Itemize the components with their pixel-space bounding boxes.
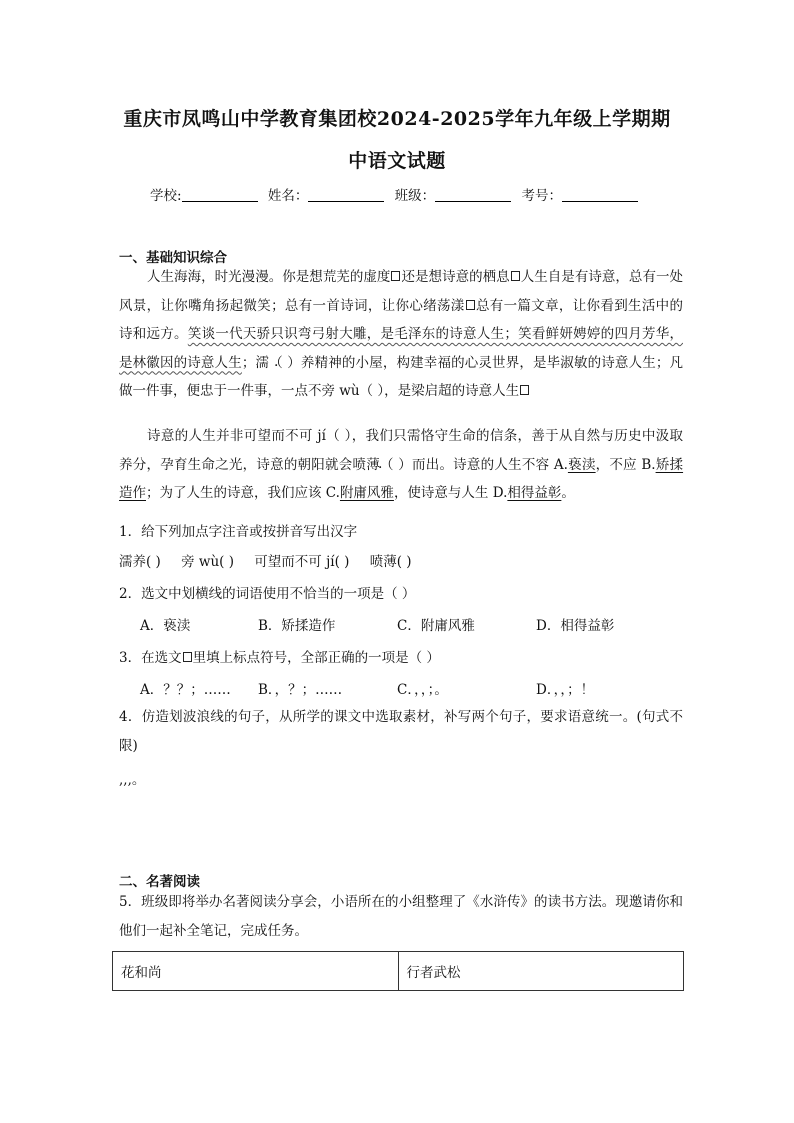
q2-option-b[interactable]: B．矫揉造作	[258, 618, 336, 634]
p2-text-e: ，使诗意与人生 D.	[393, 485, 508, 501]
q3-stem-head: 3．在选文	[119, 650, 182, 666]
reading-notes-table	[112, 951, 684, 991]
question-1-items	[119, 550, 412, 570]
exam-number-field[interactable]	[562, 187, 638, 202]
passage-paragraph-1	[119, 263, 683, 406]
name-field[interactable]	[308, 187, 384, 202]
wavy-underlined-sentence: 笑谈一代天骄只识弯弓射大雕，是毛泽东的诗意人生；笑看鲜妍娉婷的四月芳华，是林徽因的诗意人生	[119, 326, 683, 371]
question-4-answer-line[interactable]: ,,,。	[119, 772, 146, 788]
punctuation-box	[511, 271, 520, 281]
table-cell-hua-heshang: 花和尚	[113, 952, 399, 991]
exam-number-label: 考号：	[521, 188, 562, 204]
underlined-word-a: 亵渎	[567, 456, 596, 473]
underlined-word-d: 相得益彰	[507, 485, 562, 501]
p2-text-c: ，不应 B.	[595, 456, 656, 473]
student-info-line	[0, 184, 794, 204]
class-field[interactable]	[435, 187, 511, 202]
punctuation-box	[520, 385, 529, 395]
exam-title-line2: 中语文试题	[348, 150, 446, 172]
p2-text-f: 。	[561, 485, 575, 501]
punctuation-box	[466, 300, 475, 310]
table-cell-wu-song: 行者武松	[398, 952, 684, 991]
p1-text-d: 总有一篇文章，让你看到生活中的诗和远方。	[119, 297, 683, 342]
underlined-word-b: 矫揉造作	[119, 456, 684, 501]
q1-item-4[interactable]: 喷薄( )	[369, 554, 412, 570]
p1-text-c: 人生自是有诗意，总有一处风景，让你嘴角扬起微笑；总有一首诗词，让你心绪荡漾	[119, 269, 684, 314]
table-row	[113, 952, 684, 991]
punctuation-box	[391, 271, 400, 281]
punctuation-box	[183, 652, 192, 662]
q1-item-1[interactable]: 濡养( )	[119, 554, 161, 570]
p2-text-b: （ ）而出。诗意的人生不容 A.	[379, 456, 568, 473]
exam-title-line1: 重庆市凤鸣山中学教育集团校2024-2025学年九年级上学期期	[123, 108, 671, 130]
q1-item-3[interactable]: 可望而不可 jí( )	[254, 554, 350, 570]
p1-text-f: （ ）养精神的小屋，构建幸福的心灵世界，是毕淑敏的诗意人生；凡做一件事，便忠于一件事，一点不旁 wù（ ），是梁启超的诗意人生	[119, 354, 684, 399]
section2-heading: 二、名著阅读	[119, 874, 200, 890]
underlined-word-c: 附庸风雅	[339, 485, 394, 501]
question-2-stem: 2．选文中划横线的词语使用不恰当的一项是（ ）	[119, 586, 416, 602]
p2-text-a: 诗意的人生并非可望而不可 jí（ ），我们只需恪守生命的信条，善于从自然与历史中汲取养分，孕育生命之光，诗意的朝阳就会	[119, 428, 683, 473]
q3-stem-tail: 里填上标点符号，全部正确的一项是（ ）	[192, 650, 440, 666]
p2-text-d: ；为了人生的诗意，我们应该 C.	[146, 485, 340, 501]
school-label: 学校:	[150, 188, 182, 204]
passage-paragraph-2	[119, 422, 683, 508]
class-label: 班级：	[394, 188, 436, 204]
name-label: 姓名：	[267, 188, 309, 204]
q1-item-2[interactable]: 旁 wù( )	[181, 554, 234, 570]
q3-option-c[interactable]: C．，，；。	[397, 682, 448, 698]
dotted-char-ru: 濡 ·	[255, 355, 269, 371]
q3-option-a[interactable]: A．？？；……	[140, 682, 231, 698]
q2-option-c[interactable]: C．附庸风雅	[397, 618, 475, 634]
dotted-word-penbo: 喷薄 ·	[353, 457, 380, 473]
question-3-stem	[119, 646, 440, 666]
p1-text-b: 还是想诗意的栖息	[401, 269, 510, 285]
q2-option-a[interactable]: A．亵渎	[140, 618, 191, 634]
question-5-stem: 5．班级即将举办名著阅读分享会，小语所在的小组整理了《水浒传》的读书方法。现邀请你和他们一起补全笔记，完成任务。	[119, 894, 683, 939]
school-field[interactable]	[182, 187, 258, 202]
p1-text-e: ；	[241, 354, 256, 371]
q3-option-d[interactable]: D．，，；！	[536, 682, 595, 698]
section1-heading: 一、基础知识综合	[119, 250, 227, 266]
q2-option-d[interactable]: D．相得益彰	[536, 618, 615, 634]
q3-option-b[interactable]: B．，？；……	[258, 682, 343, 698]
p1-text-a: 人生海海，时光漫漫。你是想荒芜的虚度	[147, 269, 391, 285]
question-1-stem: 1．给下列加点字注音或按拼音写出汉字	[119, 524, 358, 540]
question-4-stem: 4．仿造划波浪线的句子，从所学的课文中选取素材，补写两个句子，要求语意统一。(句式不限)	[119, 709, 683, 754]
